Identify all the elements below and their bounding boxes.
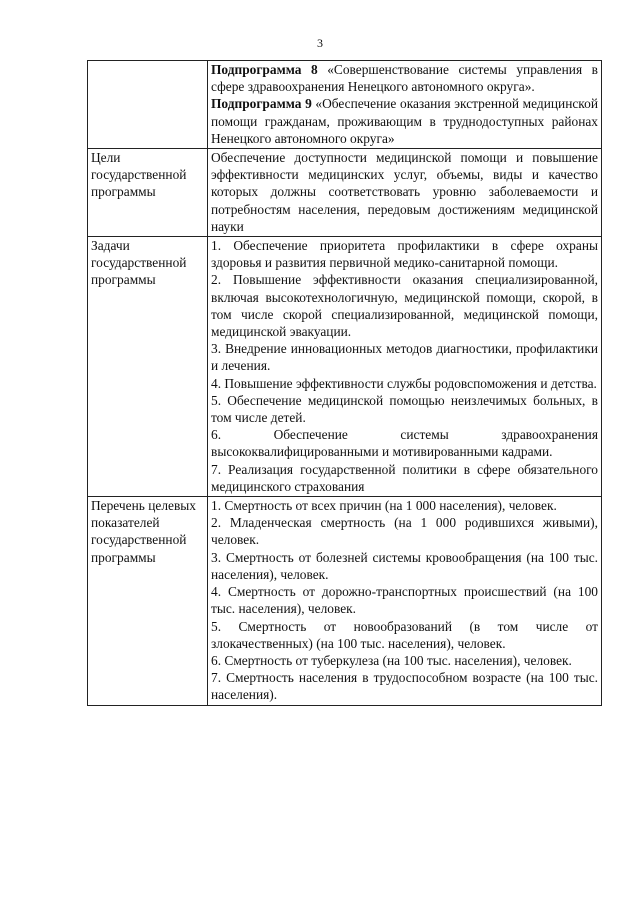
- list-item: 6. Смертность от туберкулеза (на 100 тыс. населения), человек.: [211, 652, 572, 668]
- list-item: 3. Внедрение инновационных методов диагностики, профилактики и лечения.: [211, 341, 598, 374]
- list-item: 1. Обеспечение приоритета профилактики в сфере охраны здоровья и развития первичной медико-санитарной помощи.: [211, 238, 598, 271]
- table-row: [88, 61, 602, 149]
- subprogram-8: [211, 61, 598, 95]
- list-item: 6. Обеспечение системы здравоохранения высококвалифицированными и мотивированными кадрами.: [211, 427, 598, 460]
- table-row: [88, 149, 602, 237]
- list-item: 7. Реализация государственной политики в сфере обязательного медицинского страхования: [211, 461, 598, 494]
- list-item: 7. Смертность населения в трудоспособном возрасте (на 100 тыс. населения).: [211, 670, 598, 703]
- row-label-goals: Цели государственной программы: [88, 149, 208, 237]
- list-item: 4. Смертность от дорожно-транспортных происшествий (на 100 тыс. населения), человек.: [211, 584, 598, 617]
- subprogram-title: Подпрограмма 8: [211, 62, 318, 77]
- list-item: 1. Смертность от всех причин (на 1 000 населения), человек.: [211, 498, 557, 514]
- row-label: [88, 61, 208, 149]
- list-item: 5. Смертность от новообразований (в том числе от злокачественных) (на 100 тыс. населения), человек.: [211, 618, 598, 651]
- tasks-cell: [208, 237, 602, 497]
- subprogram-text: «Совершенствование системы управления в сфере здравоохранения Ненецкого автономного округа».: [211, 62, 598, 95]
- row-label-tasks: Задачи государственной программы: [88, 237, 208, 497]
- program-passport-table: [87, 60, 602, 706]
- list-item: 3. Смертность от болезней системы кровообращения (на 100 тыс. населения), человек.: [211, 549, 598, 582]
- subprogram-9: [211, 95, 598, 147]
- indicators-cell: [208, 497, 602, 705]
- list-item: 2. Младенческая смертность (на 1 000 родившихся живыми), человек.: [211, 515, 598, 548]
- subprograms-cell: [208, 61, 602, 149]
- subprogram-title: Подпрограмма 9: [211, 96, 312, 112]
- list-item: 5. Обеспечение медицинской помощью неизлечимых больных, в том числе детей.: [211, 392, 598, 426]
- table-row: [88, 497, 602, 705]
- row-label-indicators: Перечень целевых показателей государственной программы: [88, 497, 208, 705]
- page-number: 3: [317, 36, 323, 50]
- table-row: [88, 237, 602, 497]
- goals-text: Обеспечение доступности медицинской помощи и повышение эффективности медицинских услуг, объемы, виды и качество которых должны соответствовать уровню заболеваемости и потребностям населения, передовым достижениям медицинской науки: [208, 149, 602, 237]
- list-item: 2. Повышение эффективности оказания специализированной, включая высокотехнологичную, медицинской помощи, скорой, в том числе скорой специализированной, медицинской помощи, медицинской эвакуации.: [211, 272, 598, 340]
- list-item: 4. Повышение эффективности службы родовспоможения и детства.: [211, 375, 597, 391]
- subprogram-text: «Обеспечение оказания экстренной медицинской помощи гражданам, проживающим в труднодоступных районах Ненецкого автономного округа»: [211, 96, 598, 146]
